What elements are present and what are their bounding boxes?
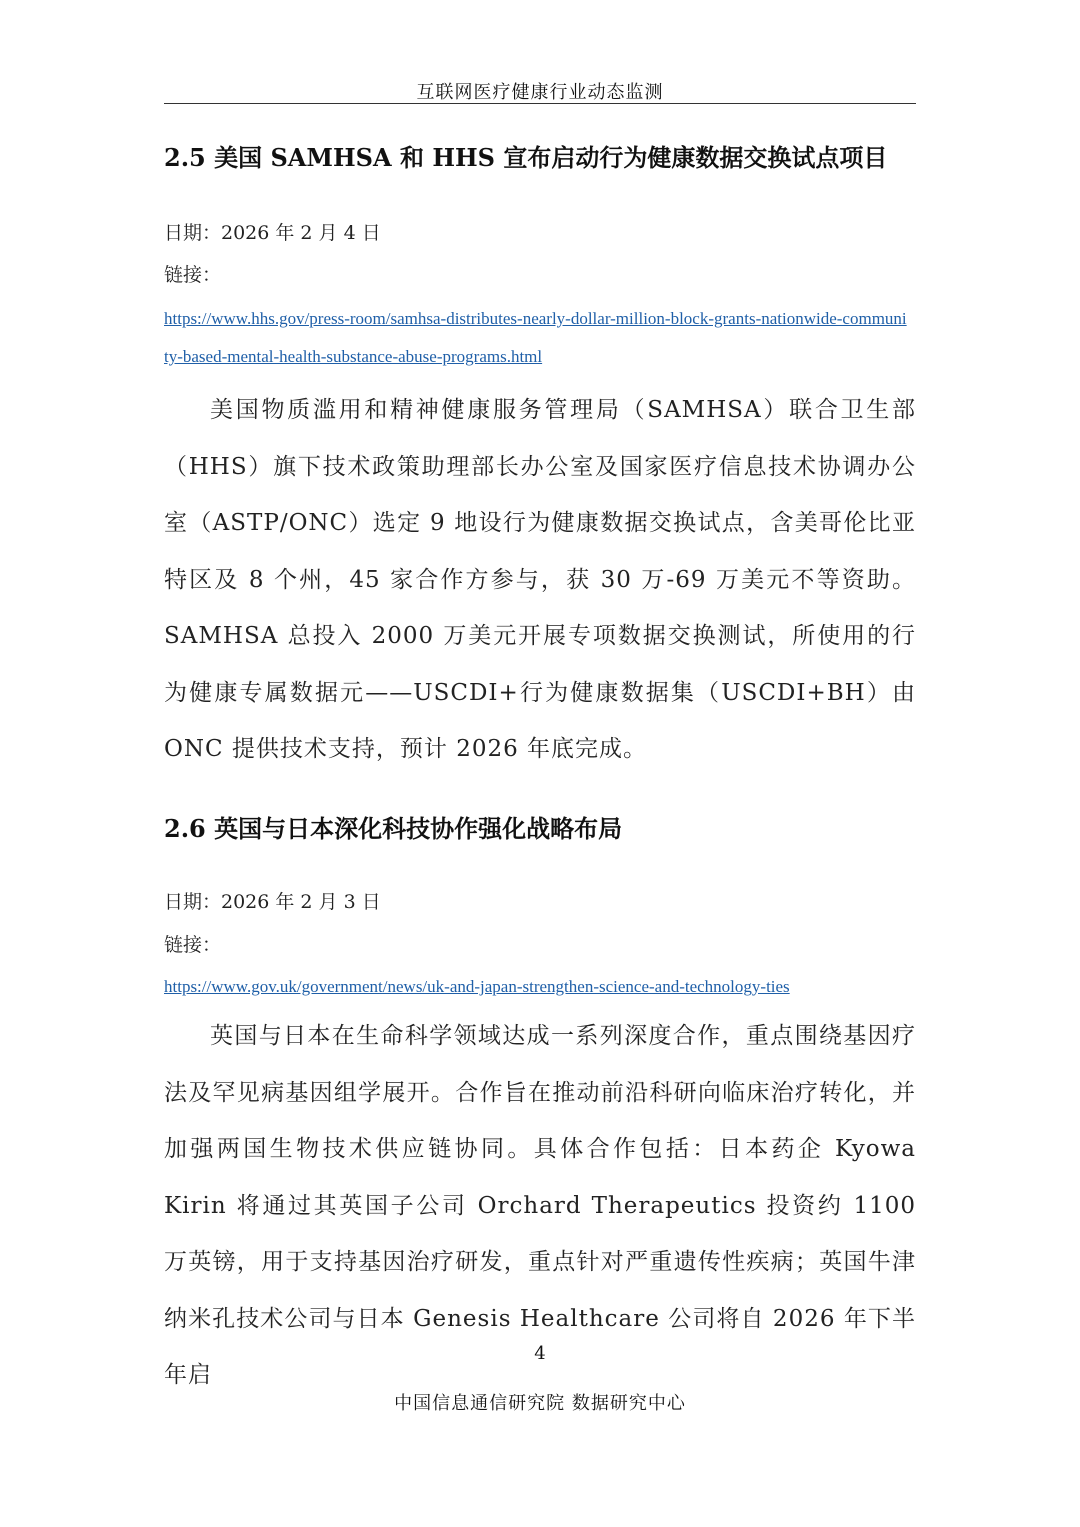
section-link-block: [164, 300, 910, 376]
header-divider: [164, 103, 916, 104]
section-2-6: [164, 809, 916, 849]
source-link[interactable]: https://www.hhs.gov/press-room/samhsa-distributes-nearly-dollar-million-block-grants-nationwide-community-based-mental-health-substance-abuse-programs.html: [164, 309, 907, 366]
section-body-block: [164, 382, 916, 778]
section-title: 2.5 美国 SAMHSA 和 HHS 宣布启动行为健康数据交换试点项目: [164, 143, 888, 172]
section-link-block: [164, 968, 916, 1006]
page-number: 4: [534, 1343, 546, 1364]
link-label: 链接：: [164, 264, 222, 286]
section-date: 日期：2026 年 2 月 4 日: [164, 222, 381, 244]
section-2-5: [164, 138, 916, 178]
section-body: 美国物质滥用和精神健康服务管理局（SAMHSA）联合卫生部（HHS）旗下技术政策助理部长办公室及国家医疗信息技术协调办公室（ASTP/ONC）选定 9 地设行为健康数据交换试点，含美哥伦比亚特区及 8 个州，45 家合作方参与，获 30 万-69 万美元不等资助。SAMHSA 总投入 2000 万美元开展专项数据交换测试，所使用的行为健康专属数据元——USCDI+行为健康数据集（USCDI+BH）由 ONC 提供技术支持，预计 2026 年底完成。: [164, 397, 916, 762]
page-header-title: 互联网医疗健康行业动态监测: [416, 82, 664, 103]
section-body-block: [164, 1008, 916, 1388]
section-title: 2.6 英国与日本深化科技协作强化战略布局: [164, 814, 623, 843]
section-body: 英国与日本在生命科学领域达成一系列深度合作，重点围绕基因疗法及罕见病基因组学展开。合作旨在推动前沿科研向临床治疗转化，并加强两国生物技术供应链协同。具体合作包括：日本药企 Kyowa Kirin 将通过其英国子公司 Orchard Therapeutics 投资约 1100 万英镑，用于支持基因治疗研发，重点针对严重遗传性疾病；英国牛津纳米孔技术公司与日本 Genesis Healthcare 公司将自 2026 年下半年启: [164, 1023, 916, 1388]
source-link[interactable]: https://www.gov.uk/government/news/uk-and-japan-strengthen-science-and-technology-ties: [164, 977, 790, 996]
link-label: 链接：: [164, 934, 222, 956]
section-date: 日期：2026 年 2 月 3 日: [164, 891, 381, 913]
page-footer-org: 中国信息通信研究院 数据研究中心: [394, 1393, 686, 1414]
